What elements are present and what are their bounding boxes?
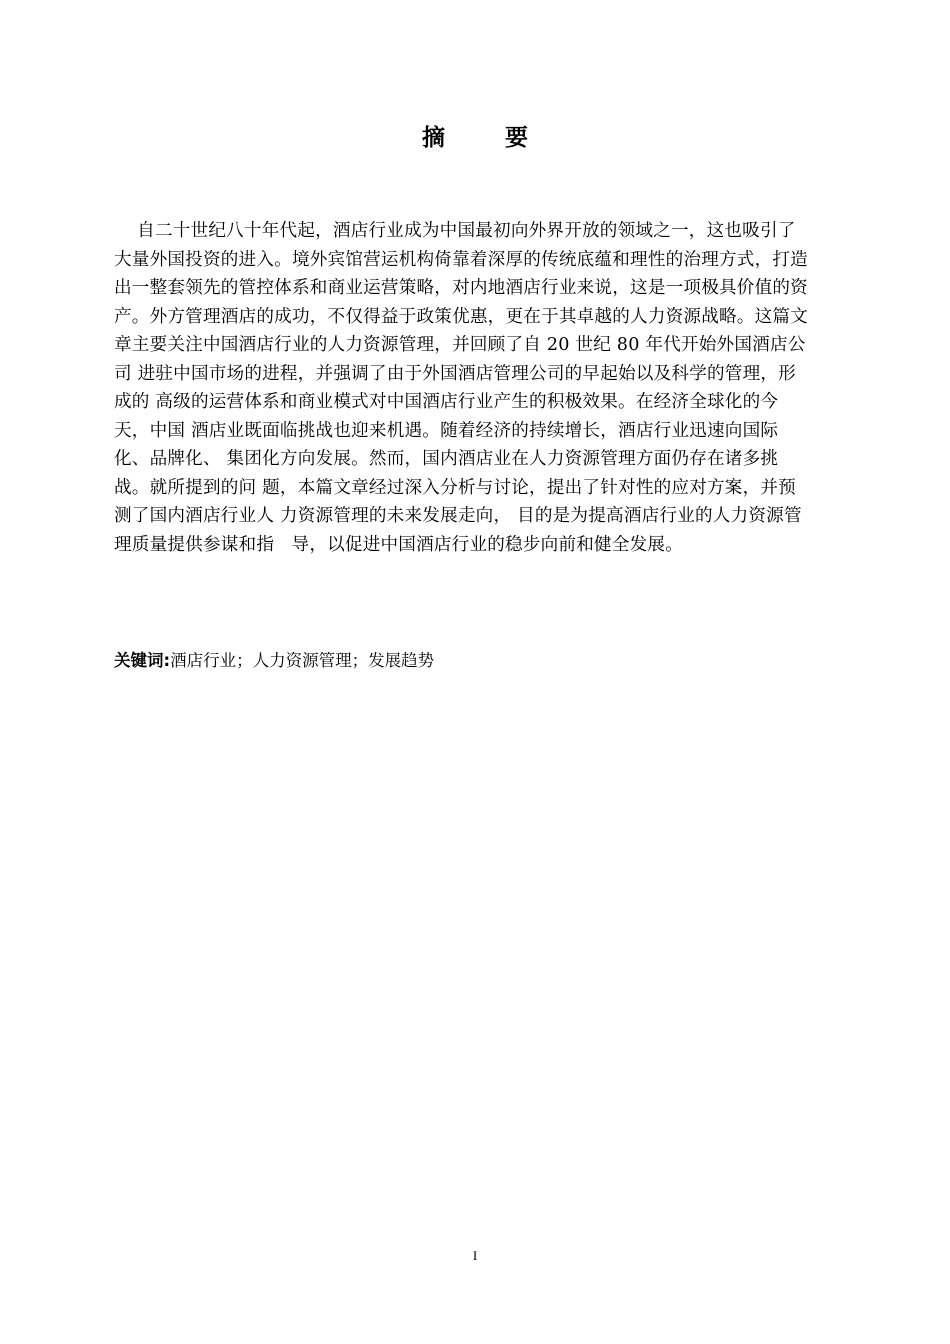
abstract-line: 战。就所提到的问 题，本篇文章经过深入分析与讨论，提出了针对性的应对方案，并预 <box>114 477 796 498</box>
keywords-label: 关键词: <box>114 651 171 670</box>
page-number: I <box>472 1248 478 1263</box>
abstract-line: 自二十世纪八十年代起，酒店行业成为中国最初向外界开放的领域之一，这也吸引了 <box>114 221 796 241</box>
page-title: 摘 要 <box>421 125 554 151</box>
abstract-line: 化、品牌化、 集团化方向发展。然而，国内酒店业在人力资源管理方面仍存在诸多挑 <box>114 449 779 469</box>
keywords <box>114 648 434 674</box>
abstract-line: 出一整套领先的管控体系和商业运营策略，对内地酒店行业来说，这是一项极具价值的资 <box>114 278 808 298</box>
abstract-line: 理质量提供参谋和指 导，以促进中国酒店行业的稳步向前和健全发展。 <box>114 534 683 555</box>
abstract-line: 司 进驻中国市场的进程，并强调了由于外国酒店管理公司的早起始以及科学的管理，形 <box>114 363 796 384</box>
abstract-line: 大量外国投资的进入。境外宾馆营运机构倚靠着深厚的传统底蕴和理性的治理方式，打造 <box>114 249 808 270</box>
keywords-value: 酒店行业；人力资源管理；发展趋势 <box>170 651 435 670</box>
abstract-line: 产。外方管理酒店的成功，不仅得益于政策优惠，更在于其卓越的人力资源战略。这篇文 <box>114 306 808 327</box>
abstract-body <box>114 217 859 559</box>
abstract-line: 测了国内酒店行业人 力资源管理的未来发展走向， 目的是为提高酒店行业的人力资源管 <box>114 506 802 526</box>
abstract-line: 天，中国 酒店业既面临挑战也迎来机遇。随着经济的持续增长，酒店行业迅速向国际 <box>114 420 779 441</box>
abstract-line: 成的 高级的运营体系和商业模式对中国酒店行业产生的积极效果。在经济全球化的今 <box>114 392 779 412</box>
abstract-line: 章主要关注中国酒店行业的人力资源管理，并回顾了自 20 世纪 80 年代开始外国酒店公 <box>114 335 806 355</box>
